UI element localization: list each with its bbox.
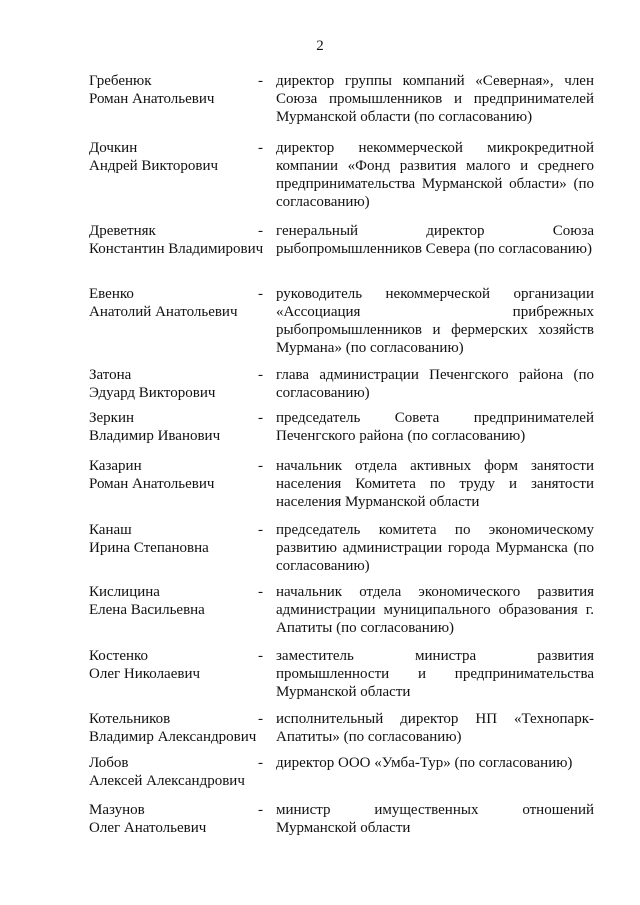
member-name xyxy=(89,583,259,619)
member-surname: Котельников xyxy=(89,711,171,727)
member-given-names: Роман Анатольевич xyxy=(89,91,215,107)
member-surname: Зеркин xyxy=(89,410,135,426)
member-position: заместитель министра развития промышленности и предпринимательства Мурманской области xyxy=(276,648,594,700)
member-given-names: Эдуард Викторович xyxy=(89,385,216,401)
member-surname: Гребенюк xyxy=(89,73,152,89)
member-position: начальник отдела экономического развития администрации муниципального образования г. Апатиты (по согласованию) xyxy=(276,584,594,636)
member-name xyxy=(89,409,259,445)
member-given-names: Ирина Степановна xyxy=(89,540,209,556)
member-name xyxy=(89,366,259,402)
member-name xyxy=(89,801,259,837)
member-surname: Дочкин xyxy=(89,140,138,156)
member-position: глава администрации Печенгского района (по согласованию) xyxy=(276,367,594,401)
dash-separator: - xyxy=(258,140,263,156)
member-given-names: Роман Анатольевич xyxy=(89,476,215,492)
member-surname: Лобов xyxy=(89,755,129,771)
member-name xyxy=(89,457,259,493)
member-given-names: Анатолий Анатольевич xyxy=(89,304,238,320)
member-position: начальник отдела активных форм занятости населения Комитета по труду и занятости населения Мурманской области xyxy=(276,458,594,510)
member-given-names: Константин Владимирович xyxy=(89,241,264,257)
member-surname: Евенко xyxy=(89,286,134,302)
member-position: председатель комитета по экономическому развитию администрации города Мурманска (по согласованию) xyxy=(276,522,594,574)
member-surname: Кислицина xyxy=(89,584,160,600)
member-position: директор ООО «Умба-Тур» (по согласованию) xyxy=(276,755,573,771)
dash-separator: - xyxy=(258,711,263,727)
member-position: министр имущественных отношений Мурманской области xyxy=(276,802,594,836)
member-name xyxy=(89,222,264,258)
member-surname: Древетняк xyxy=(89,223,156,239)
member-position: генеральный директор Союза рыбопромышленников Севера (по согласованию) xyxy=(276,223,594,257)
member-position: председатель Совета предпринимателей Печенгского района (по согласованию) xyxy=(276,410,594,444)
member-position: директор группы компаний «Северная», член Союза промышленников и предпринимателей Мурманской области (по согласованию) xyxy=(276,73,594,125)
member-given-names: Владимир Александрович xyxy=(89,729,257,745)
member-name xyxy=(89,72,259,108)
member-given-names: Олег Николаевич xyxy=(89,666,201,682)
dash-separator: - xyxy=(258,522,263,538)
member-name xyxy=(89,710,259,746)
dash-separator: - xyxy=(258,367,263,383)
member-surname: Казарин xyxy=(89,458,142,474)
member-given-names: Олег Анатольевич xyxy=(89,820,207,836)
member-surname: Канаш xyxy=(89,522,132,538)
member-name xyxy=(89,754,259,790)
member-given-names: Алексей Александрович xyxy=(89,773,245,789)
dash-separator: - xyxy=(258,648,263,664)
member-given-names: Андрей Викторович xyxy=(89,158,219,174)
dash-separator: - xyxy=(258,410,263,426)
dash-separator: - xyxy=(258,802,263,818)
dash-separator: - xyxy=(258,286,263,302)
dash-separator: - xyxy=(258,584,263,600)
member-name xyxy=(89,521,259,557)
member-position: руководитель некоммерческой организации «Ассоциация прибрежных рыбопромышленников и фермерских хозяйств Мурмана» (по согласованию) xyxy=(276,286,594,356)
member-position: исполнительный директор НП «Технопарк-Апатиты» (по согласованию) xyxy=(276,711,594,745)
member-name xyxy=(89,647,259,683)
member-name xyxy=(89,285,259,321)
member-surname: Мазунов xyxy=(89,802,145,818)
dash-separator: - xyxy=(258,73,263,89)
dash-separator: - xyxy=(258,223,263,239)
member-position: директор некоммерческой микрокредитной компании «Фонд развития малого и среднего предпринимательства Мурманской области» (по согласованию) xyxy=(276,140,594,210)
member-given-names: Елена Васильевна xyxy=(89,602,205,618)
member-surname: Затона xyxy=(89,367,132,383)
page-number: 2 xyxy=(316,38,324,54)
member-surname: Костенко xyxy=(89,648,149,664)
member-given-names: Владимир Иванович xyxy=(89,428,221,444)
member-name xyxy=(89,139,259,175)
dash-separator: - xyxy=(258,458,263,474)
dash-separator: - xyxy=(258,755,263,771)
